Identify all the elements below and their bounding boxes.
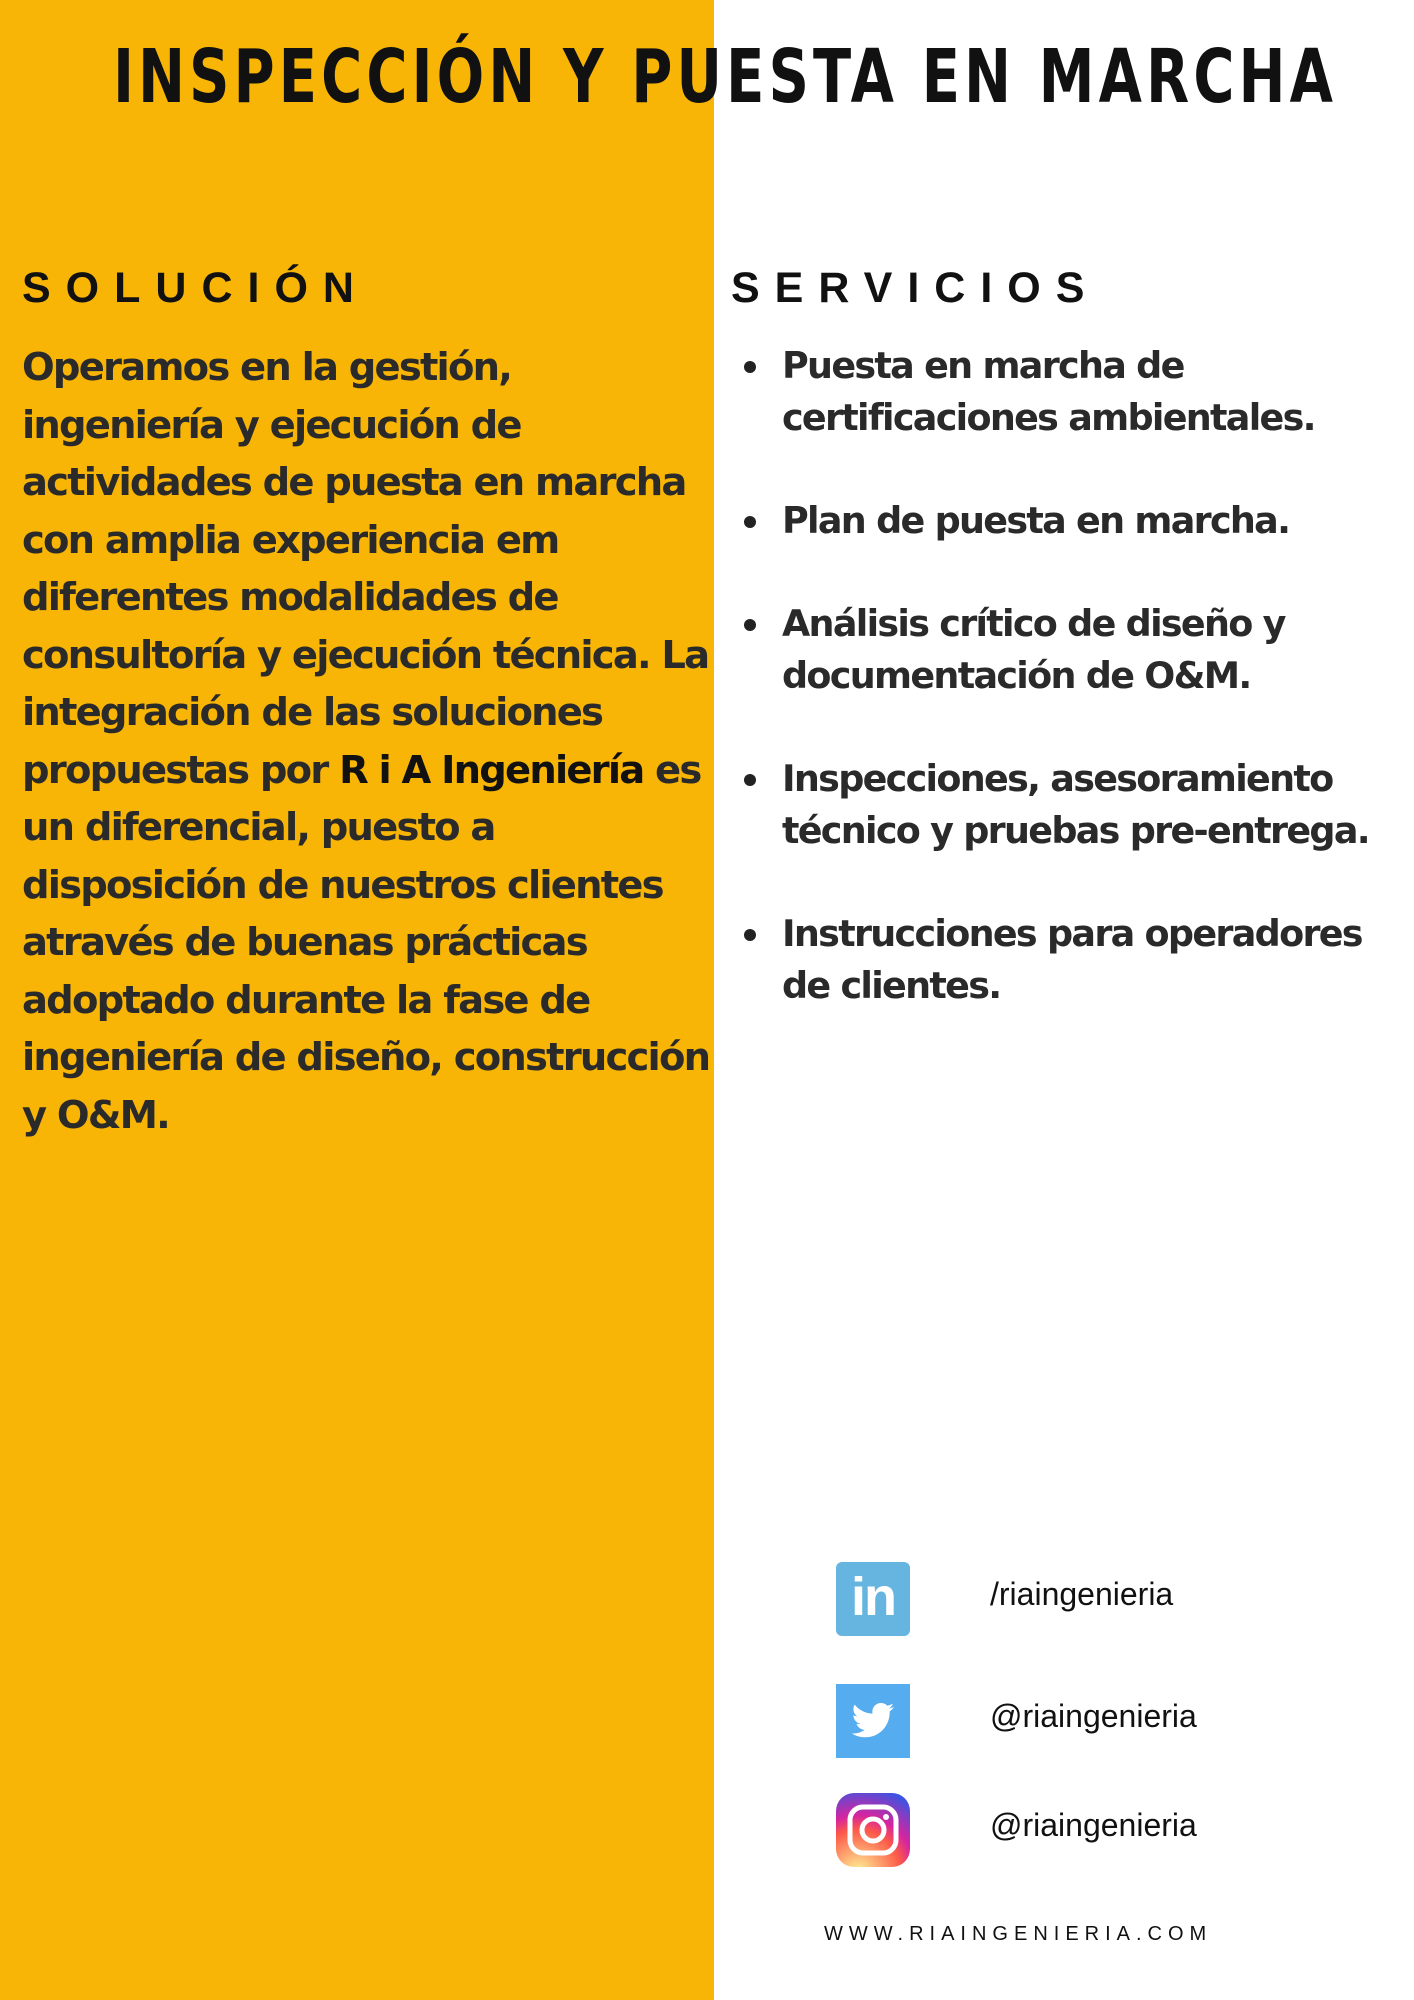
- service-item: [731, 908, 1401, 1012]
- bullet-icon: [744, 774, 756, 786]
- bullet-icon: [744, 516, 756, 528]
- twitter-handle[interactable]: @riaingenieria: [990, 1698, 1197, 1734]
- service-item-label: Análisis crítico de diseño y documentación de O&M.: [782, 602, 1285, 697]
- service-item: [731, 753, 1401, 857]
- service-item: [731, 495, 1401, 547]
- instagram-icon[interactable]: [836, 1793, 910, 1867]
- service-item-label: Inspecciones, asesoramiento técnico y pruebas pre-entrega.: [782, 757, 1369, 852]
- page-title: INSPECCIÓN Y PUESTA EN MARCHA: [113, 34, 1338, 120]
- service-item-label: Plan de puesta en marcha.: [782, 499, 1290, 542]
- bullet-icon: [744, 619, 756, 631]
- social-twitter[interactable]: [836, 1684, 1356, 1758]
- bullet-icon: [744, 929, 756, 941]
- linkedin-handle[interactable]: /riaingenieria: [990, 1576, 1174, 1612]
- linkedin-icon[interactable]: in: [836, 1562, 910, 1636]
- solution-heading: SOLUCIÓN: [22, 264, 369, 312]
- website-link[interactable]: WWW.RIAINGENIERIA.COM: [824, 1923, 1213, 1945]
- solution-paragraph: [22, 339, 712, 1144]
- social-instagram[interactable]: [836, 1793, 1356, 1867]
- bullet-icon: [744, 361, 756, 373]
- instagram-handle[interactable]: @riaingenieria: [990, 1807, 1197, 1843]
- solution-text-before: Operamos en la gestión, ingeniería y ejecución de actividades de puesta en marcha con amplia experiencia em diferentes modalidades de consultoría y ejecución técnica. La integración de las soluciones propuestas por: [22, 345, 709, 793]
- service-item: [731, 598, 1401, 702]
- service-item: [731, 340, 1401, 444]
- brand-name: R i A Ingeniería: [339, 747, 644, 793]
- service-item-label: Puesta en marcha de certificaciones ambientales.: [782, 344, 1315, 439]
- twitter-icon[interactable]: [836, 1684, 910, 1758]
- services-list: [731, 340, 1401, 1063]
- services-heading: SERVICIOS: [731, 264, 1100, 312]
- service-item-label: Instrucciones para operadores de clientes.: [782, 912, 1362, 1007]
- social-linkedin[interactable]: [836, 1562, 1356, 1636]
- solution-text-after: es un diferencial, puesto a disposición de nuestros clientes através de buenas prácticas adoptado durante la fase de ingeniería de diseño, construcción y O&M.: [22, 747, 710, 1138]
